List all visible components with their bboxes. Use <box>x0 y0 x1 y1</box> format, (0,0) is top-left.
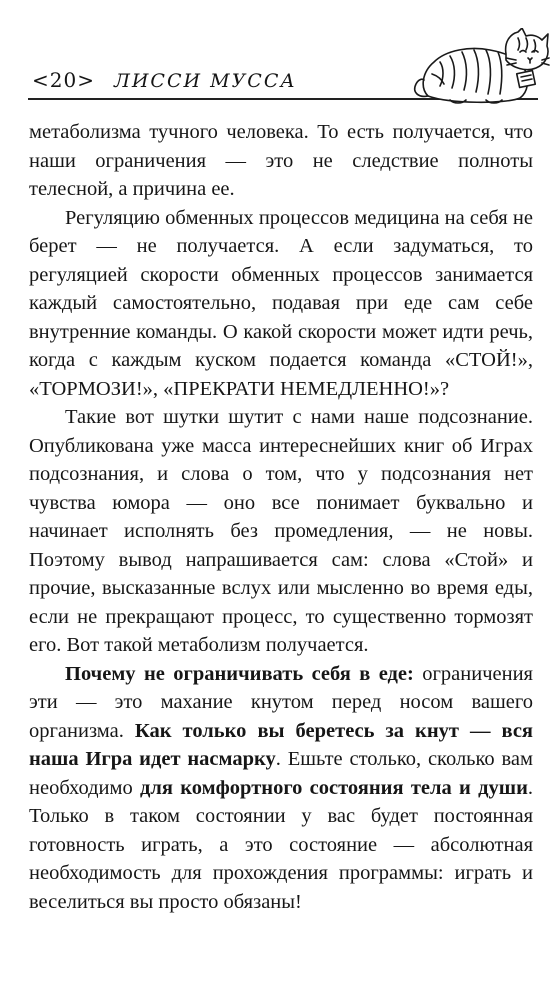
paragraph-1 <box>29 118 533 204</box>
paragraph-text: Регуляцию обменных процессов медицина на себя не берет — не получается. А если задуматься, то регуляцией скорости обменных процессов занимается каждый самостоятельно, подавая при еде сам себе внутренние команды. О какой скорости может идти речь, когда с каждым куском подается команда «СТОЙ!», «ТОРМОЗИ!», «ПРЕКРАТИ НЕМЕДЛЕННО!»? <box>29 206 533 400</box>
paragraph-3 <box>29 403 533 660</box>
bold-heading-phrase: Почему не ограничивать себя в еде: <box>65 662 414 685</box>
paragraph-text: Такие вот шутки шутит с нами наше подсознание. Опубликована уже масса интереснейших книг об Играх подсознания, и слова о том, что у подсознания нет чувства юмора — оно все понимает буквально и начинает исполнять без промедления, — не новы. Поэтому вывод напрашивается сам: слова «Стой» и прочие, высказанные вслух или мысленно во время еды, если не прекращают процесс, то существенно тормозят его. Вот такой метаболизм получается. <box>29 406 533 656</box>
running-title: ЛИССИ МУССА <box>114 70 297 92</box>
paragraph-text: . Ешьте столько, сколько вам необходимо <box>29 748 533 799</box>
bold-emphasis: Как только вы беретесь за кнут — вся наша Игра идет насмарку <box>29 719 534 770</box>
page-number: <20> <box>32 68 95 92</box>
bold-emphasis: для комфортного состояния тела и души <box>140 776 528 799</box>
paragraph-4 <box>29 660 533 917</box>
paragraph-text: ограничения эти — это махание кнутом перед носом вашего организма. <box>29 662 533 742</box>
cat-illustration-icon <box>410 28 550 106</box>
paragraph-2 <box>29 204 533 404</box>
paragraph-text: . Только в таком состоянии у вас будет постоянная готовность играть, а это состояние — абсолютная необходимость для прохождения программы: играть и веселиться вы просто обязаны! <box>29 776 533 913</box>
paragraph-text: метаболизма тучного человека. То есть получается, что наши ограничения — это не следствие полноты телесной, а причина ее. <box>29 121 533 200</box>
body-text <box>29 118 533 916</box>
